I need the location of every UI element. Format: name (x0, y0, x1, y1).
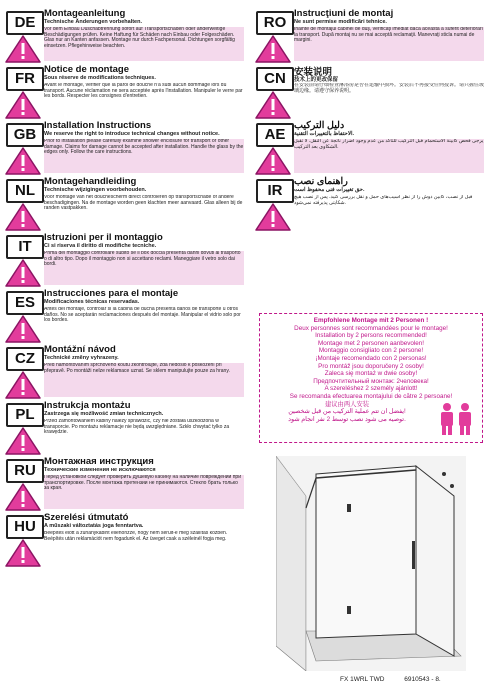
document-number: 6910543 - 8. (404, 676, 441, 683)
notice-line: توصیه می شود نصب توسط 2 نفر انجام شود. (288, 415, 406, 423)
notice-line: Pro montáž jsou doporučeny 2 osoby! (318, 362, 424, 370)
warning-icon (255, 35, 291, 63)
section-subtitle: حق تغییرات فنی محفوظ است. (294, 187, 365, 193)
language-code-de: DE (6, 11, 44, 35)
section-subtitle: We reserve the right to introduce technical changes without notice. (44, 131, 220, 137)
notice-line: Предпочтительный монтаж: 2человека! (313, 377, 429, 385)
section-body-text: يرجى فحص كابينة الاستحمام قبل التركيب للتأكد من عدم وجود أضرار ناتجة عن النقل. لا تقبل الشكاوى بعد التركيب. (294, 139, 484, 173)
section-title: Монтажная инструкция (44, 456, 154, 467)
notice-line: Se recomanda efectuarea montajului de către 2 persoane! (289, 392, 453, 400)
language-column-left (0, 8, 248, 568)
language-section-es (0, 288, 248, 344)
section-body-text: Înainte de montajul cabinei de duş, verificaţi imediat dacă aceasta a suferit deteriorări la transport. După montaj nu se mai acceptă reclamaţii. Manevraţi sticla numai de margini. (294, 27, 484, 61)
warning-icon (5, 203, 41, 231)
section-body-text: قبل از نصب، کابین دوش را از نظر آسیب‌های حمل و نقل بررسی کنید. پس از نصب هیچ شکایتی پذیرفته نمی‌شود. (294, 195, 484, 229)
notice-line: 建议由两人安装 (324, 400, 370, 408)
language-code-ro: RO (256, 11, 294, 35)
section-title: Montážní návod (44, 344, 116, 355)
language-code-ru: RU (6, 459, 44, 483)
language-section-de (0, 8, 248, 64)
language-section-it (0, 232, 248, 288)
section-subtitle: Zastrzega się możliwość zmian technicznych. (44, 411, 164, 417)
language-code-it: IT (6, 235, 44, 259)
section-subtitle: Modificaciones técnicas reservadas. (44, 299, 140, 305)
section-title: 安装说明 (294, 67, 333, 78)
language-code-ae: AE (256, 123, 294, 147)
section-subtitle: Ne sunt permise modificări tehnice. (294, 19, 387, 25)
notice-line: Zaleca się montaż w dwie osoby! (324, 370, 418, 378)
notice-line: Installation by 2 persons recommended! (315, 332, 427, 340)
warning-icon (5, 483, 41, 511)
section-title: Instrucciones para el montaje (44, 288, 179, 299)
warning-icon (5, 539, 41, 567)
section-subtitle: A műszaki változtatás joga fenntartva. (44, 523, 144, 529)
notice-line: يفضل ان تتم عملية التركيب من قبل شخصين! (288, 408, 406, 416)
section-title: راهنمای نصب (294, 176, 348, 187)
warning-icon (5, 35, 41, 63)
language-code-hu: HU (6, 515, 44, 539)
section-subtitle: Technické změny vyhrazeny. (44, 355, 119, 361)
section-title: Installation Instructions (44, 120, 152, 131)
notice-line: Deux personnes sont recommandées pour le montage! (294, 324, 448, 332)
notice-line: ¡Montaje recomendado con 2 personas! (315, 354, 427, 362)
warning-icon (255, 203, 291, 231)
section-subtitle: Технические изменения не исключаются (44, 467, 156, 473)
language-code-cn: CN (256, 67, 294, 91)
language-section-hu (0, 512, 248, 568)
section-body-text: Prior to installation please carefully examine shower enclosure for transport or other damage. Claims for damage cannot be accepted after installation. Handle the glass by the edges only. Follow the care instructions. (44, 139, 244, 173)
section-body-text: Przed zamontowaniem kabiny należy sprawdzić, czy nie została uszkodzona w transporcie. Po montażu reklamacje nie będą uwzględniane. Szkło chwytać tylko za krawędzie. (44, 419, 244, 453)
language-section-nl (0, 176, 248, 232)
section-subtitle: Ci si riserva il diritto di modifiche tecniche. (44, 243, 157, 249)
section-title: Instrukcja montażu (44, 400, 131, 411)
language-code-es: ES (6, 291, 44, 315)
notice-line: Montaggio consigliato con 2 persone! (318, 347, 424, 355)
language-code-pl: PL (6, 403, 44, 427)
section-title: دليل التركيب (294, 120, 345, 131)
section-body-text: Avant le montage, vérifier que la paroi de douche n'a subi aucun dommage lors du transport. Aucune réclamation ne sera acceptée après l'installation. Manipuler le verre par les bords. Respecter les consignes d'entretien. (44, 83, 244, 117)
section-subtitle: 技术上的更改保留 (294, 77, 339, 83)
language-section-ae (250, 120, 488, 176)
section-subtitle: الاحتفاظ بالتغييرات التقنية. (294, 131, 355, 137)
language-section-ru (0, 456, 248, 512)
language-section-gb (0, 120, 248, 176)
model-label: FX 1WRL TWD (340, 676, 385, 683)
section-title: Istruzioni per il montaggio (44, 232, 163, 243)
language-section-pl (0, 400, 248, 456)
warning-icon (5, 315, 41, 343)
section-title: Szerelési útmutató (44, 512, 129, 523)
language-section-cz (0, 344, 248, 400)
section-subtitle: Technische Änderungen vorbehalten. (44, 19, 142, 25)
language-section-cn (250, 64, 488, 120)
warning-icon (5, 91, 41, 119)
language-section-fr (0, 64, 248, 120)
section-body-text: Antes del montaje, controlar si la cabina de ducha presenta daños de transporte u otros daños. No se aceptarán reclamaciones después del montaje. Manipular el vidrio solo por los bordes. (44, 307, 244, 341)
figure-caption (340, 676, 459, 683)
section-subtitle: Technische wijzigingen voorbehouden. (44, 187, 147, 193)
notice-line: A szereléshez 2 személy ajánlott! (324, 385, 418, 393)
language-section-ro (250, 8, 488, 64)
section-subtitle: Sous réserve de modifications techniques. (44, 75, 156, 81)
language-code-fr: FR (6, 67, 44, 91)
language-column-right (250, 8, 488, 232)
language-code-gb: GB (6, 123, 44, 147)
two-person-notice (259, 313, 483, 443)
warning-icon (255, 147, 291, 175)
language-code-ir: IR (256, 179, 294, 203)
warning-icon (5, 427, 41, 455)
notice-line: Montage met 2 personen aanbevolen! (317, 339, 425, 347)
language-section-ir (250, 176, 488, 232)
two-people-icon (436, 402, 476, 436)
section-body-text: 在安装前请仔细检查淋浴房是否在运输中损坏。安装后不再接受任何投诉。请只握住玻璃边缘。请遵守保养说明。 (294, 83, 484, 117)
section-body-text: Vor dem Einbau Duschabtrennung sofort auf Transportschäden oder anderweitige Beschädigungen prüfen. Keine Haftung für Schäden nach Einbau oder Folgeschäden. Glas nur an Kanten anfassen. Montage nur durch Fachpersonal. Dichtungen sorgfältig einsetzen. Pflegehinweise beachten. (44, 27, 244, 61)
section-body-text: Beépítés előtt a zuhanykabint ellenőrizze, hogy nem sérült-e meg szállítás közben. Beépítés után reklamációt nem fogadunk el. Az üveget csak a széleinél fogja meg. (44, 531, 244, 565)
section-title: Notice de montage (44, 64, 129, 75)
notice-line: Empfohlene Montage mit 2 Personen ! (313, 317, 429, 324)
section-body-text: Prima del montaggio controllare subito se il box doccia presenta danni dovuti al trasporto o di altro tipo. Dopo il montaggio non si accettano reclami. Maneggiare il vetro solo dai bordi. (44, 251, 244, 285)
language-code-nl: NL (6, 179, 44, 203)
section-title: Instrucţiuni de montaj (294, 8, 394, 19)
section-body-text: Перед установкой следует проверить душевую кабину на наличие повреждений при транспортировке. После монтажа претензии не принимаются. Стекло брать только за края. (44, 475, 244, 509)
section-title: Montageanleitung (44, 8, 126, 19)
warning-icon (5, 371, 41, 399)
warning-icon (5, 259, 41, 287)
warning-icon (5, 147, 41, 175)
section-body-text: Před namontováním sprchového koutu zkontrolujte, zda nedošlo k poškození při přepravě. Po montáži nelze reklamace uznat. Se sklem manipulujte pouze za hrany. (44, 363, 244, 397)
section-title: Montagehandleiding (44, 176, 137, 187)
shower-enclosure-illustration (276, 456, 466, 671)
language-code-cz: CZ (6, 347, 44, 371)
warning-icon (255, 91, 291, 119)
section-body-text: Voor montage van het douchescherm direct controleren op transportschade of andere beschadigingen. Na de montage worden geen klachten meer aanvaard. Glas alleen bij de randen vastpakken. (44, 195, 244, 229)
